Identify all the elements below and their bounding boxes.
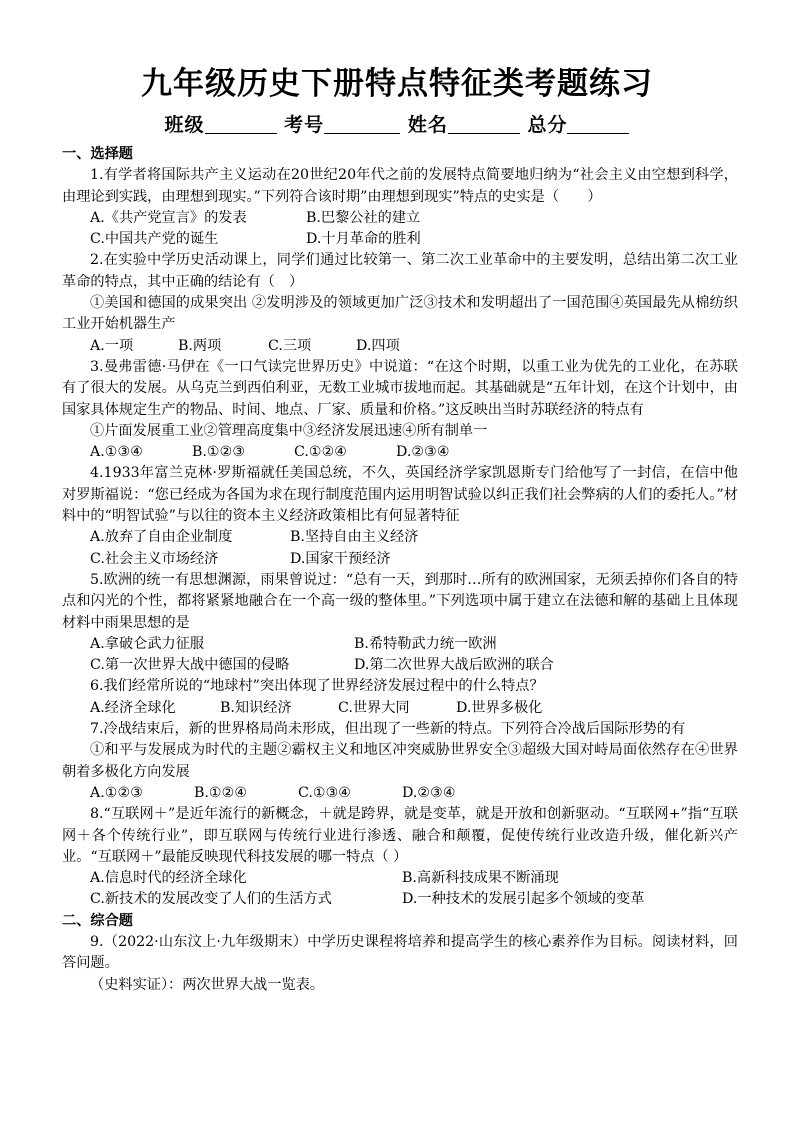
question-4 bbox=[62, 463, 738, 569]
option-d[interactable]: D.国家干预经济 bbox=[290, 550, 391, 567]
option-c[interactable]: C.①③④ bbox=[298, 784, 352, 801]
option-a[interactable]: A.①③④ bbox=[90, 444, 143, 461]
options-row bbox=[62, 208, 738, 229]
question-5 bbox=[62, 570, 738, 676]
options-row bbox=[62, 655, 738, 676]
name-blank[interactable] bbox=[448, 115, 520, 134]
option-b[interactable]: B.两项 bbox=[178, 337, 222, 354]
options-row bbox=[62, 229, 738, 250]
score-blank[interactable] bbox=[567, 115, 629, 134]
option-a[interactable]: A.①②③ bbox=[90, 784, 143, 801]
options-row bbox=[62, 634, 738, 655]
question-2 bbox=[62, 250, 738, 356]
option-d[interactable]: D.十月革命的胜利 bbox=[306, 231, 421, 248]
question-1 bbox=[62, 165, 738, 250]
option-a[interactable]: A.信息时代的经济全球化 bbox=[90, 870, 247, 887]
option-b[interactable]: B.知识经济 bbox=[220, 699, 292, 716]
question-text: 9.（2022·山东汶上·九年级期末）中学历史课程将培养和提高学生的核心素养作为目标。阅读材料，回答问题。 bbox=[62, 933, 738, 972]
option-c[interactable]: C.中国共产党的诞生 bbox=[90, 231, 219, 248]
question-statements: ①美国和德国的成果突出 ②发明涉及的领域更加广泛③技术和发明超出了一国范围④英国最先从棉纺织工业开始机器生产 bbox=[62, 295, 738, 333]
question-text: 6.我们经常所说的“地球村”突出体现了世界经济发展过程中的什么特点？ bbox=[90, 678, 544, 695]
options-row bbox=[62, 783, 738, 804]
option-d[interactable]: D.一种技术的发展引起多个领域的变革 bbox=[402, 891, 645, 908]
section-title-comprehensive: 二、综合题 bbox=[62, 912, 133, 929]
question-3 bbox=[62, 357, 738, 463]
options-row bbox=[62, 336, 738, 357]
options-row bbox=[62, 889, 738, 910]
class-blank[interactable] bbox=[205, 115, 277, 134]
option-a[interactable]: A.拿破仑武力征服 bbox=[90, 635, 205, 652]
name-label: 姓名 bbox=[407, 114, 448, 136]
question-8 bbox=[62, 804, 738, 910]
option-b[interactable]: B.巴黎公社的建立 bbox=[306, 209, 421, 226]
option-c[interactable]: C.新技术的发展改变了人们的生活方式 bbox=[90, 891, 332, 908]
student-info-line bbox=[0, 110, 794, 137]
option-d[interactable]: D.世界多极化 bbox=[456, 699, 543, 716]
option-b[interactable]: B.希特勒武力统一欧洲 bbox=[354, 635, 497, 652]
question-statements: ①和平与发展成为时代的主题②霸权主义和地区冲突威胁世界安全③超级大国对峙局面依然存在④世界朝着多极化方向发展 bbox=[62, 742, 738, 780]
question-text: 3.曼弗雷德·马伊在《一口气读完世界历史》中说道：“在这个时期，以重工业为优先的工业化，在苏联有了很大的发展。从乌克兰到西伯利亚，无数工业城市拔地而起。其基础就是“五年计划，在这个计划中，由国家具体规定生产的物品、时间、地点、厂家、质量和价格。”这反映出当时苏联经济的特点有 bbox=[62, 358, 738, 418]
question-text: 8.“互联网＋”是近年流行的新概念，＋就是跨界，就是变革，就是开放和创新驱动。“互联网+”指“互联网＋各个传统行业”，即互联网与传统行业进行渗透、融合和颠覆，促使传统行业改造升级，催化新兴产业。“互联网＋”最能反映现代科技发展的哪一特点（ ） bbox=[62, 806, 738, 865]
options-row bbox=[62, 442, 738, 463]
options-row bbox=[62, 868, 738, 889]
options-row bbox=[62, 698, 738, 719]
question-9 bbox=[62, 932, 738, 996]
option-c[interactable]: C.第一次世界大战中德国的侵略 bbox=[90, 657, 290, 674]
option-a[interactable]: A.《共产党宣言》的发表 bbox=[90, 209, 247, 226]
class-label: 班级 bbox=[164, 114, 205, 136]
option-b[interactable]: B.①②③ bbox=[192, 444, 246, 461]
option-b[interactable]: B.①②④ bbox=[194, 784, 248, 801]
number-blank[interactable] bbox=[324, 115, 400, 134]
option-d[interactable]: D.②③④ bbox=[396, 444, 450, 461]
option-c[interactable]: C.社会主义市场经济 bbox=[90, 550, 219, 567]
page-title: 九年级历史下册特点特征类考题练习 bbox=[141, 66, 653, 102]
number-label: 考号 bbox=[284, 114, 325, 136]
question-statements: ①片面发展重工业②管理高度集中③经济发展迅速④所有制单一 bbox=[90, 422, 488, 439]
option-b[interactable]: B.坚持自由主义经济 bbox=[290, 529, 419, 546]
option-a[interactable]: A.一项 bbox=[90, 337, 134, 354]
option-a[interactable]: A.放弃了自由企业制度 bbox=[90, 529, 233, 546]
option-a[interactable]: A.经济全球化 bbox=[90, 699, 176, 716]
option-c[interactable]: C.世界大同 bbox=[338, 699, 410, 716]
question-6 bbox=[62, 676, 738, 719]
option-c[interactable]: C.三项 bbox=[268, 337, 312, 354]
score-label: 总分 bbox=[527, 114, 568, 136]
questions-body bbox=[62, 144, 738, 996]
question-7 bbox=[62, 719, 738, 804]
section-title-choice: 一、选择题 bbox=[62, 146, 133, 162]
options-row bbox=[62, 549, 738, 570]
option-d[interactable]: D.四项 bbox=[356, 337, 400, 354]
question-text: 1.有学者将国际共产主义运动在20世纪20年代之前的发展特点简要地归纳为“社会主义由空想到科学，由理论到实践，由理想到现实。”下列符合该时期”由理想到现实”特点的史实是（ ） bbox=[62, 167, 738, 205]
option-d[interactable]: D.第二次世界大战后欧洲的联合 bbox=[354, 657, 554, 674]
question-statements: （史料实证）：两次世界大战一览表。 bbox=[90, 976, 325, 993]
option-b[interactable]: B.高新科技成果不断涌现 bbox=[402, 870, 559, 887]
question-text: 5.欧洲的统一有思想渊源，雨果曾说过：“总有一天，到那时…所有的欧洲国家，无须丢掉你们各自的特点和闪光的个性，都将紧紧地融合在一个高一级的整体里。”下列选项中属于建立在法德和解的基础上且体现材料中雨果思想的是 bbox=[62, 571, 738, 631]
option-d[interactable]: D.②③④ bbox=[402, 784, 456, 801]
option-c[interactable]: C.①②④ bbox=[294, 444, 348, 461]
options-row bbox=[62, 527, 738, 548]
question-text: 2.在实验中学历史活动课上，同学们通过比较第一、第二次工业革命中的主要发明，总结出第二次工业革命的特点，其中正确的结论有（ ） bbox=[62, 252, 738, 290]
question-text: 4.1933年富兰克林·罗斯福就任美国总统，不久，英国经济学家凯恩斯专门给他写了一封信，在信中他对罗斯福说：“您已经成为各国为求在现行制度范围内运用明智试验以纠正我们社会弊病的人们的委托人。”材料中的“明智试验”与以往的资本主义经济政策相比有何显著特征 bbox=[62, 465, 738, 525]
question-text: 7.冷战结束后，新的世界格局尚未形成，但出现了一些新的特点。下列符合冷战后国际形势的有 bbox=[90, 721, 686, 738]
